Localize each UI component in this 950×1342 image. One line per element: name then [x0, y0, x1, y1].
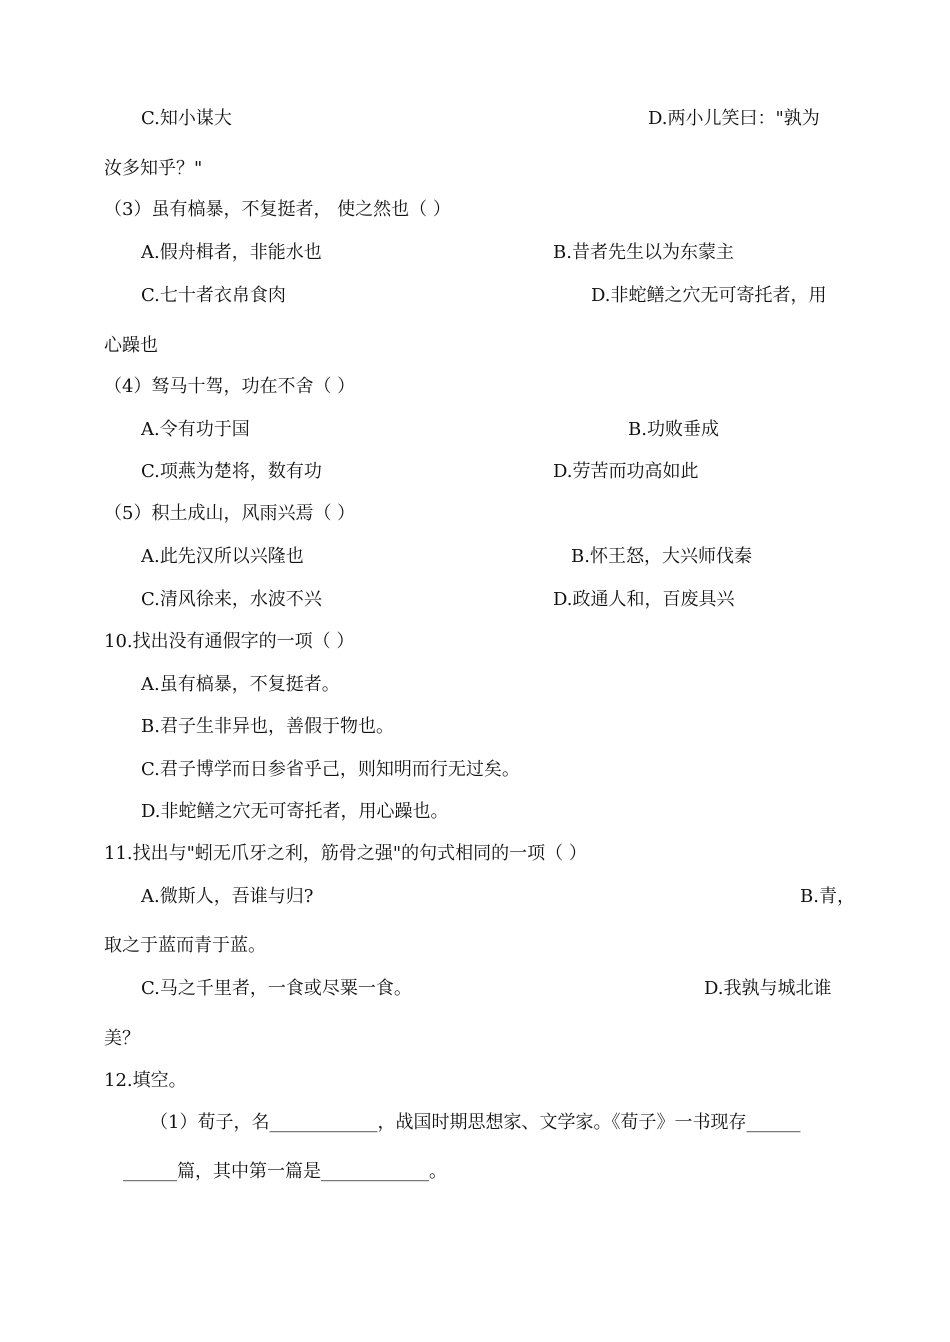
q9-p3-option-b: B.昔者先生以为东蒙主	[553, 242, 734, 263]
q9-p3-option-a: A.假舟楫者，非能水也	[141, 242, 322, 263]
q9-p2-option-d-continued: 汝多知乎？"	[104, 158, 203, 179]
q9-p4-stem: （4）驽马十驾，功在不舍（ ）	[104, 376, 356, 397]
q12-stem: 12.填空。	[104, 1070, 187, 1091]
q10-option-a: A.虽有槁暴，不复挺者。	[141, 674, 340, 695]
q11-option-d-continued: 美？	[104, 1028, 140, 1049]
q10-option-b: B.君子生非异也，善假于物也。	[141, 716, 394, 737]
q9-p4-option-b: B.功败垂成	[628, 419, 719, 440]
q9-p5-option-d: D.政通人和，百废具兴	[553, 589, 735, 610]
q10-option-d: D.非蛇鳝之穴无可寄托者，用心躁也。	[141, 801, 449, 822]
q9-p4-option-a: A.令有功于国	[141, 419, 250, 440]
q9-p5-option-c: C.清风徐来，水波不兴	[141, 589, 322, 610]
q9-p5-option-a: A.此先汉所以兴隆也	[141, 546, 304, 567]
q11-option-b-continued: 取之于蓝而青于蓝。	[104, 935, 266, 956]
q10-stem: 10.找出没有通假字的一项（ ）	[104, 631, 355, 652]
q9-p3-option-c: C.七十者衣帛食肉	[141, 285, 286, 306]
q9-p5-stem: （5）积土成山，风雨兴焉（ ）	[104, 503, 356, 524]
q11-option-c: C.马之千里者，一食或尽粟一食。	[141, 978, 412, 999]
q9-p2-option-d: D.两小儿笑曰："孰为	[648, 108, 820, 129]
q11-option-d: D.我孰与城北谁	[704, 978, 832, 999]
q11-option-a: A.微斯人，吾谁与归?	[141, 886, 314, 907]
q12-part1-line1: （1）荀子，名____________，战国时期思想家、文学家。《荀子》一书现存______	[150, 1112, 801, 1133]
q11-option-b: B.青，	[800, 886, 855, 907]
q9-p3-option-d-continued: 心躁也	[104, 335, 158, 356]
q9-p5-option-b: B.怀王怒，大兴师伐秦	[571, 546, 752, 567]
q9-p3-option-d: D.非蛇鳝之穴无可寄托者，用	[591, 285, 827, 306]
q9-p4-option-c: C.项燕为楚将，数有功	[141, 461, 322, 482]
q9-p4-option-d: D.劳苦而功高如此	[553, 461, 699, 482]
q9-p2-option-c: C.知小谋大	[141, 108, 232, 129]
q12-part1-line2: ______篇，其中第一篇是____________。	[123, 1161, 447, 1182]
q9-p3-stem: （3）虽有槁暴，不复挺者， 使之然也（ ）	[104, 199, 451, 220]
q11-stem: 11.找出与"蚓无爪牙之利，筋骨之强"的句式相同的一项（ ）	[104, 843, 587, 864]
q10-option-c: C.君子博学而日参省乎己，则知明而行无过矣。	[141, 759, 520, 780]
